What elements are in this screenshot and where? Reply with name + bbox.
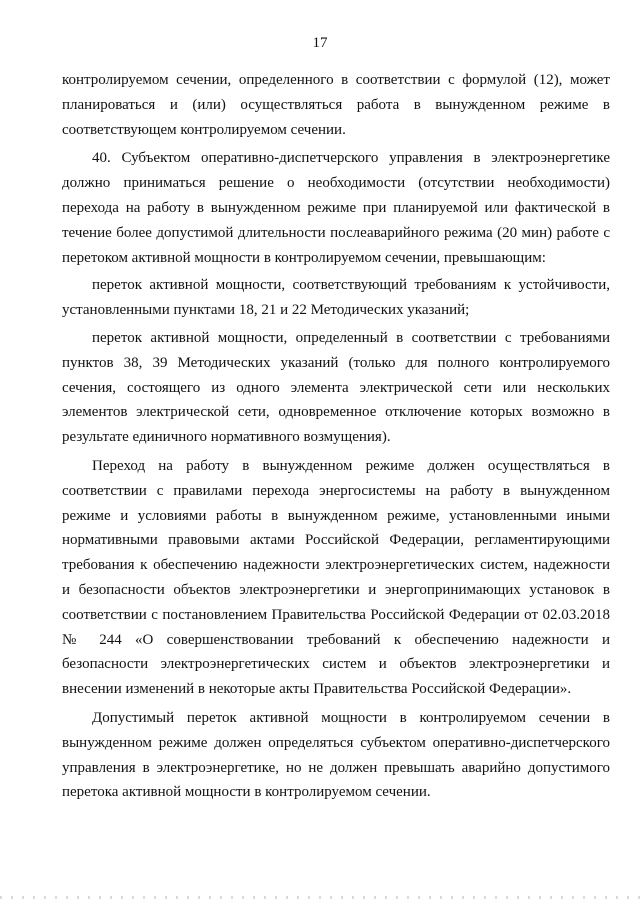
paragraph-determined-flow: переток активной мощности, определенный в соответствии с требованиями пунктов 38, 39 Методических указаний (только для полного контролируемого сечения, состоящего из одного элемента электрической сети или нескольких элементов электрической сети, одновременное отключение которых возможно в результате единичного нормативного возмущения). bbox=[62, 329, 610, 446]
paragraph-admissible-flow: Допустимый переток активной мощности в контролируемом сечении в вынужденном режиме должен определяться субъектом оперативно-диспетчерского управления в электроэнергетике, но не должен превышать аварийно допустимого перетока активной мощности в контролируемом сечении. bbox=[62, 709, 610, 801]
page-number: 17 bbox=[312, 35, 328, 51]
document-body bbox=[62, 68, 610, 805]
scan-edge-artifact bbox=[0, 896, 640, 899]
paragraph-item-40: 40. Субъектом оперативно-диспетчерского управления в электроэнергетике должно приниматься решение о необходимости (отсутствии необходимости) перехода на работу в вынужденном режиме при планируемой или фактической в течение более допустимой длительности послеаварийного режима (20 мин) работе с перетоком активной мощности в контролируемом сечении, превышающим: bbox=[62, 150, 610, 266]
paragraph-stability-flow: переток активной мощности, соответствующий требованиям к устойчивости, установленными пунктами 18, 21 и 22 Методических указаний; bbox=[62, 277, 610, 319]
paragraph-forced-mode-transition: Переход на работу в вынужденном режиме должен осуществляться в соответствии с правилами перехода энергосистемы на работу в вынужденном режиме и условиями работы в вынужденном режиме, установленными иными нормативными правовыми актами Российской Федерации, регламентирующими требования к обеспечению надежности электроэнергетических систем, надежности и безопасности объектов электроэнергетики и энергопринимающих установок в соответствии с постановлением Правительства Российской Федерации от 02.03.2018 № 244 «О совершенствовании требований к обеспечению надежности и безопасности электроэнергетических систем и объектов электроэнергетики и внесении изменений в некоторые акты Правительства Российской Федерации». bbox=[62, 457, 610, 698]
paragraph-continuation: контролируемом сечении, определенного в соответствии с формулой (12), может планироваться и (или) осуществляться работа в вынужденном режиме в соответствующем контролируемом сечении. bbox=[62, 72, 610, 138]
